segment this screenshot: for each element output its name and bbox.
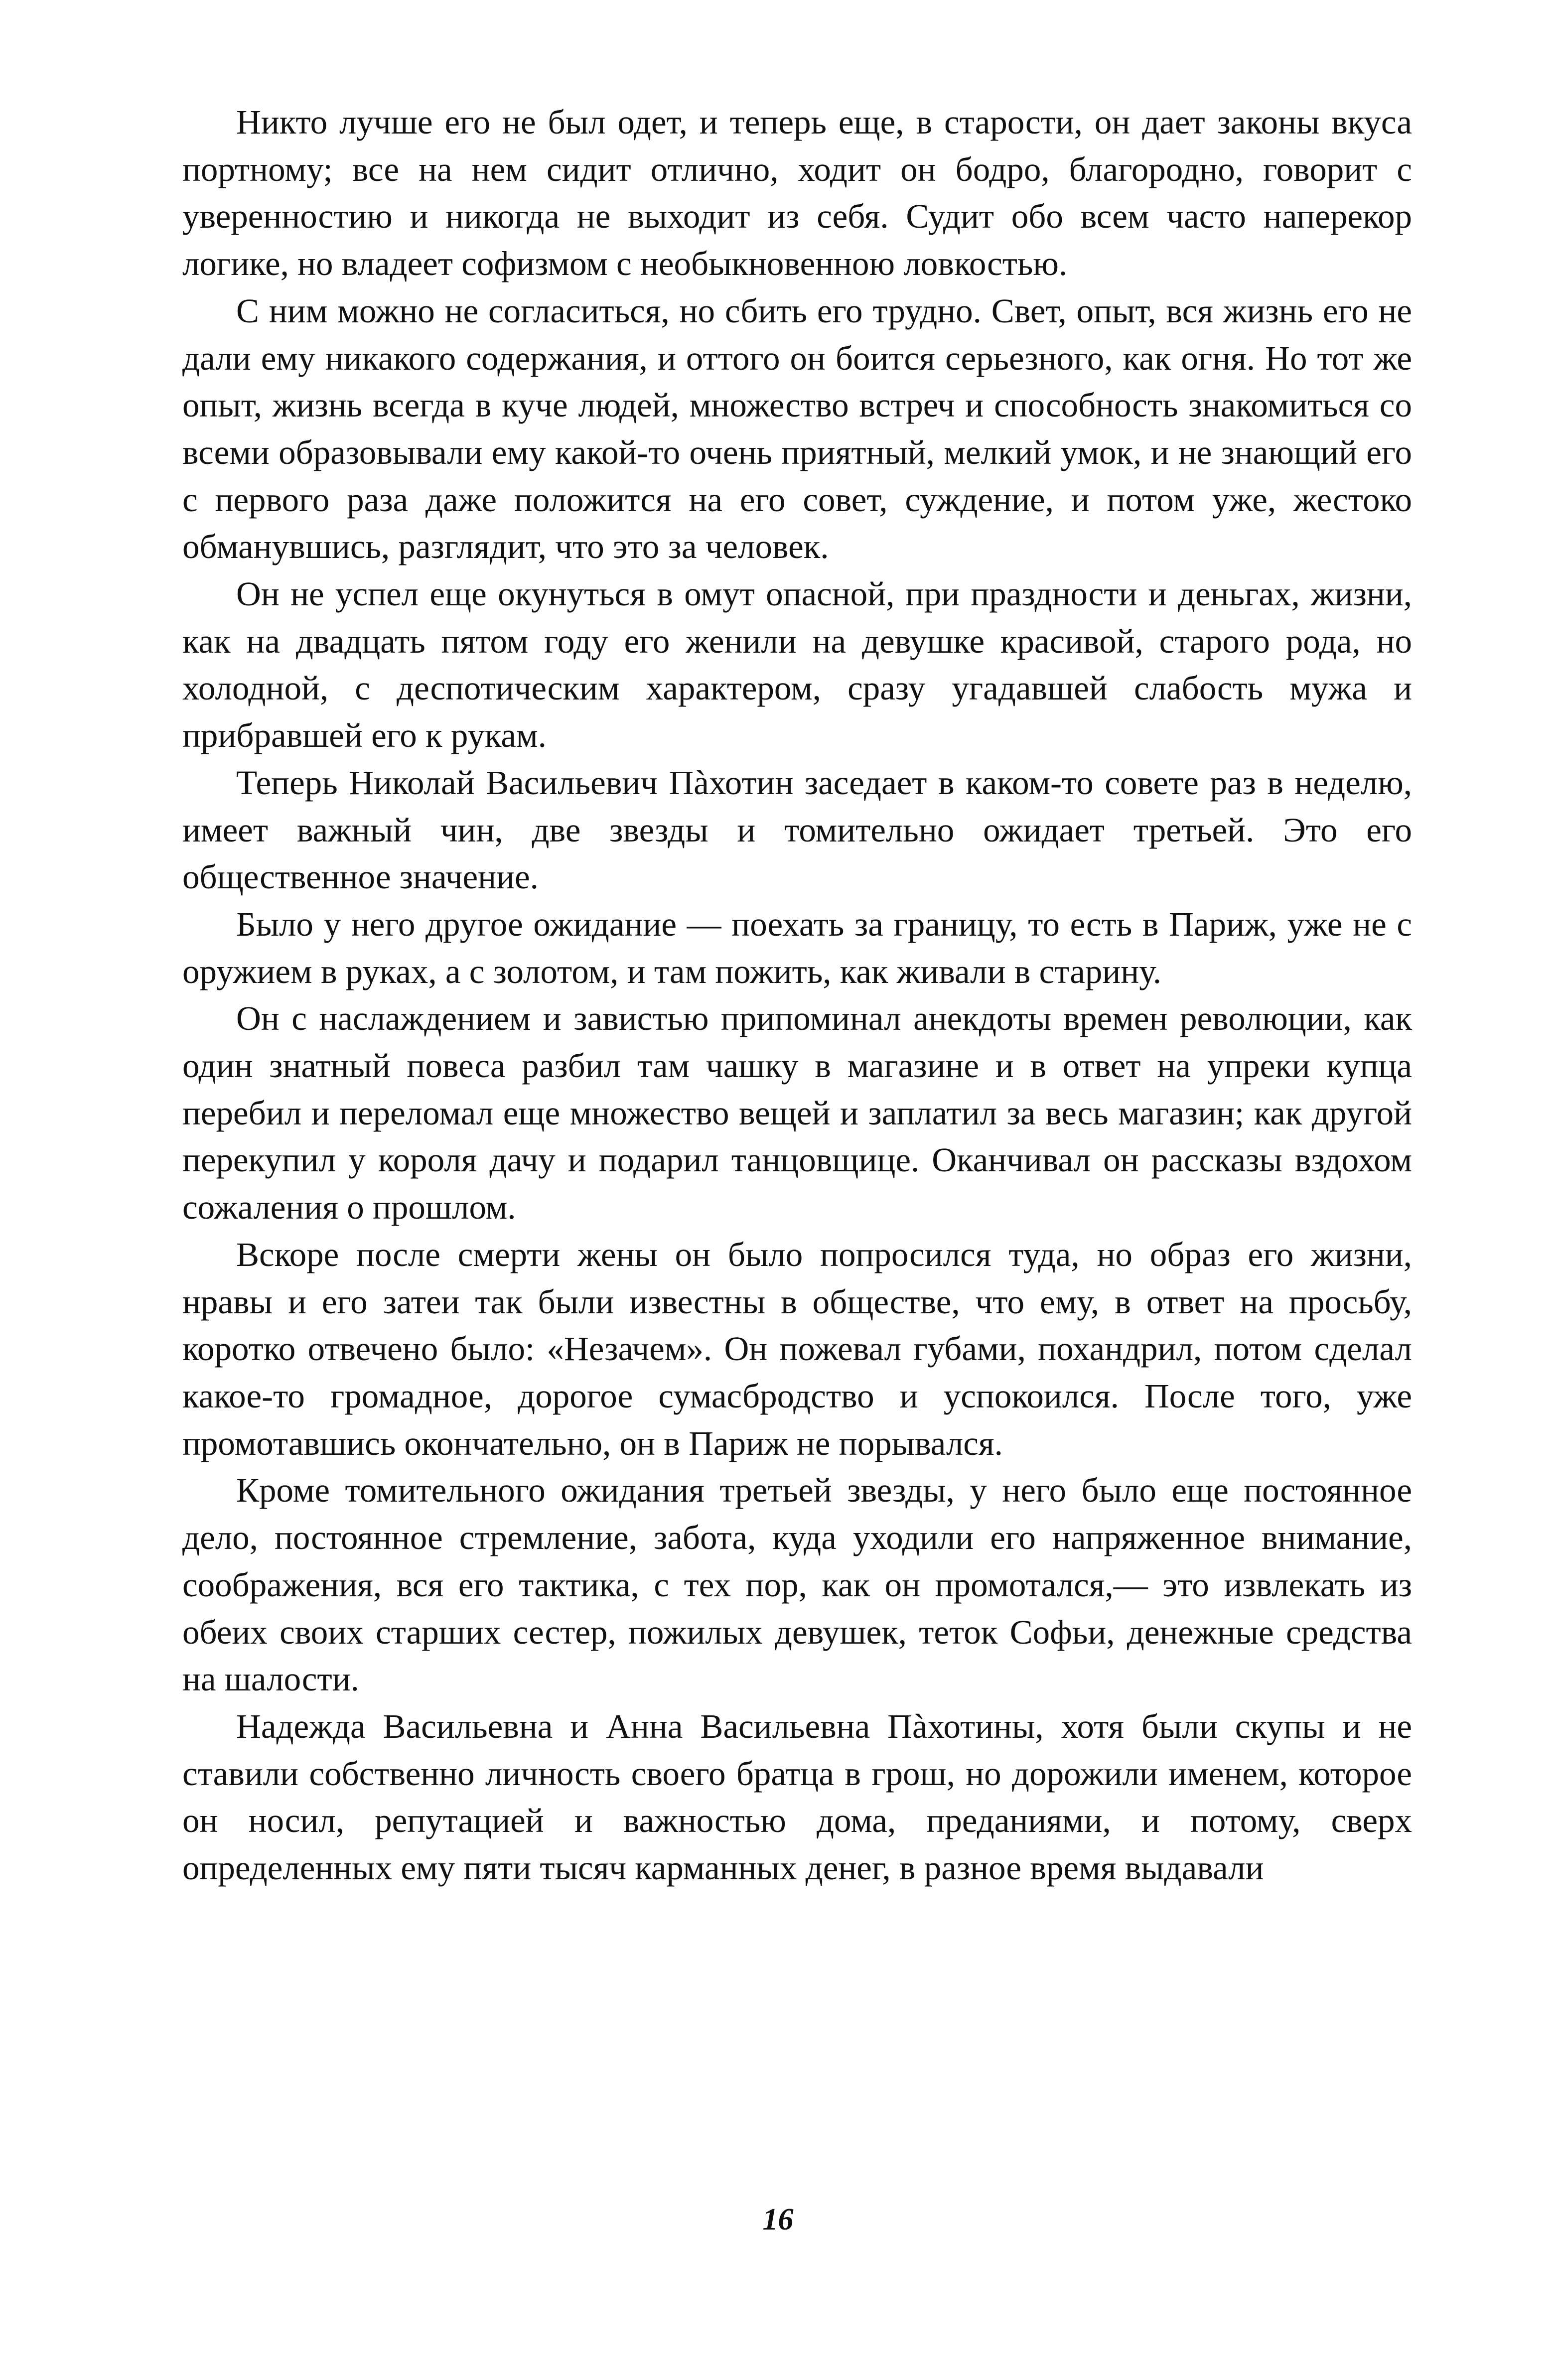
paragraph: Он с наслаждением и завистью припоминал анекдоты времен революции, как один знатный повеса разбил там чашку в магазине и в ответ на упреки купца перебил и переломал еще множество вещей и заплатил за весь магазин; как другой перекупил у короля дачу и подарил танцовщице. Оканчивал он рассказы вздохом сожаления о прошлом. [182,999,1412,1227]
body-text [182,99,1412,1892]
paragraph: Вскоре после смерти жены он было попросился туда, но образ его жизни, нравы и его затеи так были известны в обществе, что ему, в ответ на просьбу, коротко отвечено было: «Незачем». Он пожевал губами, похандрил, потом сделал какое-то громадное, дорогое сумасбродство и успокоился. После того, уже промотавшись окончательно, он в Париж не порывался. [182,1235,1412,1462]
paragraph: Никто лучше его не был одет, и теперь еще, в старости, он дает законы вкуса портному; все на нем сидит отлично, ходит он бодро, благородно, говорит с уверенностию и никогда не выходит из себя. Судит обо всем часто наперекор логике, но владеет софизмом с необыкновенною ловкостью. [182,103,1412,283]
paragraph: Надежда Васильевна и Анна Васильевна Пàхотины, хотя были скупы и не ставили собственно личность своего братца в грош, но дорожили именем, которое он носил, репутацией и важностью дома, преданиями, и потому, сверх определенных ему пяти тысяч карманных денег, в разное время выдавали [182,1707,1412,1887]
paragraph: Было у него другое ожидание — поехать за границу, то есть в Париж, уже не с оружием в руках, а с золотом, и там пожить, как живали в старину. [182,905,1412,990]
page-number: 16 [762,2203,794,2237]
paragraph: Он не успел еще окунуться в омут опасной, при праздности и деньгах, жизни, как на двадцать пятом году его женили на девушке красивой, старого рода, но холодной, с деспотическим характером, сразу угадавшей слабость мужа и прибравшей его к рукам. [182,575,1412,755]
paragraph: С ним можно не согласиться, но сбить его трудно. Свет, опыт, вся жизнь его не дали ему никакого содержания, и оттого он боится серьезного, как огня. Но тот же опыт, жизнь всегда в куче людей, множество встреч и способность знакомиться со всеми образовывали ему какой-то очень приятный, мелкий умок, и не знающий его с первого раза даже положится на его совет, суждение, и потом уже, жестоко обманувшись, разглядит, что это за человек. [182,291,1412,566]
paragraph: Кроме томительного ожидания третьей звезды, у него было еще постоянное дело, постоянное стремление, забота, куда уходили его напряженное внимание, соображения, вся его тактика, с тех пор, как он промотался,— это извлекать из обеих своих старших сестер, пожилых девушек, теток Софьи, денежные средства на шалости. [182,1471,1412,1698]
paragraph: Теперь Николай Васильевич Пàхотин заседает в каком-то совете раз в неделю, имеет важный чин, две звезды и томительно ожидает третьей. Это его общественное значение. [182,763,1412,896]
